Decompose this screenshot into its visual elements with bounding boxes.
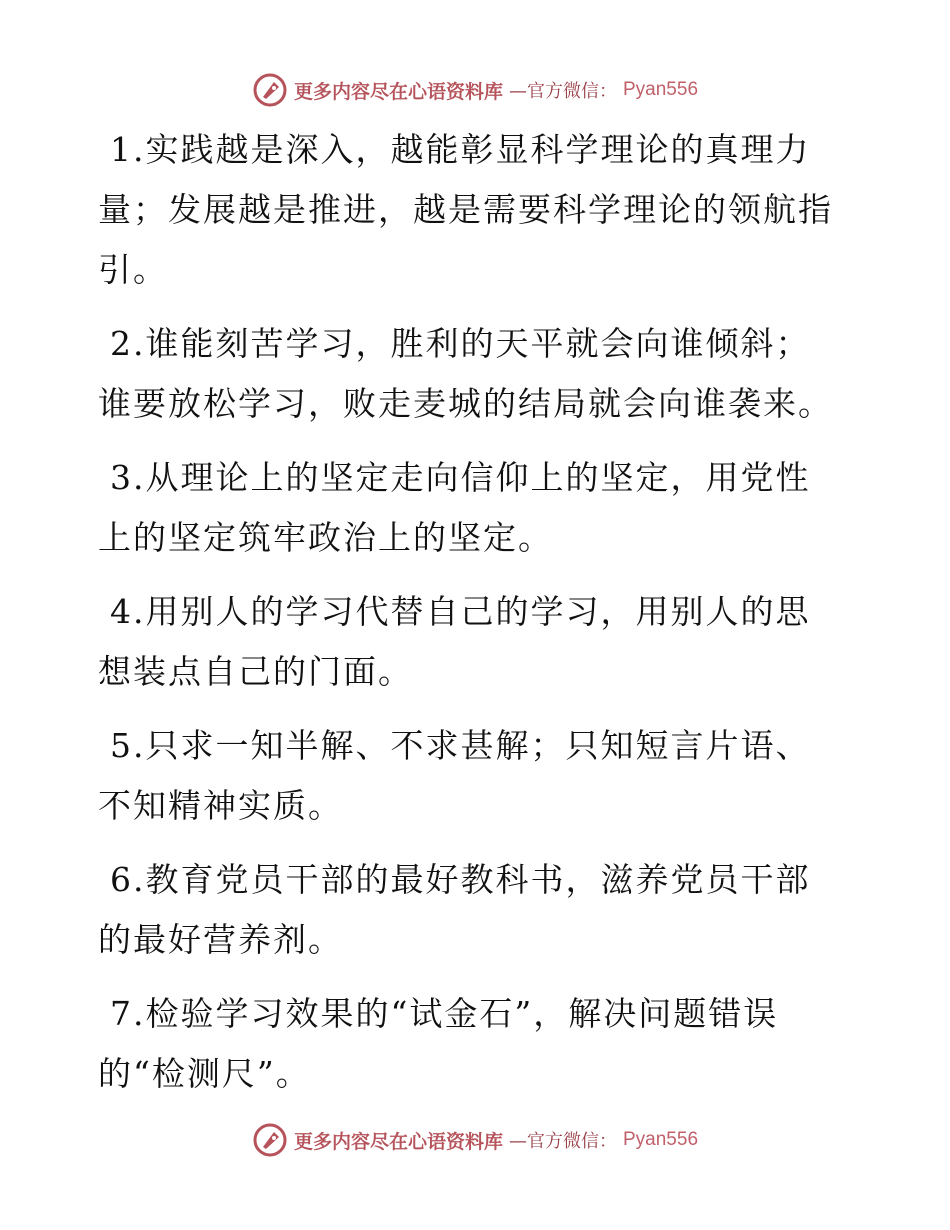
banner-main-text: 更多内容尽在心语资料库 [293,80,503,103]
pen-nib-logo-icon [252,1122,288,1158]
item-text: 谁能刻苦学习，胜利的天平就会向谁倾斜；谁要放松学习，败走麦城的结局就会向谁袭来。 [98,324,833,423]
banner-sub-text: —官方微信： [509,1131,617,1152]
item-number: 3. [110,458,146,497]
list-item [98,850,838,970]
item-text: 检验学习效果的“试金石”，解决问题错误的“检测尺”。 [98,994,779,1093]
banner-id-text: Pyan556 [623,79,699,100]
list-item [98,448,838,568]
item-number: 1. [110,130,146,169]
item-text: 教育党员干部的最好教科书，滋养党员干部的最好营养剂。 [98,860,811,959]
list-item [98,314,838,434]
item-text: 从理论上的坚定走向信仰上的坚定，用党性上的坚定筑牢政治上的坚定。 [98,458,811,557]
item-number: 2. [110,324,146,363]
header-banner [0,70,950,110]
item-number: 6. [110,860,146,899]
list-item [98,984,838,1104]
quote-list [98,120,838,1118]
item-number: 5. [110,726,146,765]
item-number: 7. [110,994,146,1033]
list-item [98,120,838,300]
banner-id-text: Pyan556 [623,1129,699,1150]
pen-nib-logo-icon [252,72,288,108]
list-item [98,716,838,836]
item-text: 实践越是深入，越能彰显科学理论的真理力量；发展越是推进，越是需要科学理论的领航指引。 [98,130,833,289]
banner-main-text: 更多内容尽在心语资料库 [293,1130,503,1153]
footer-banner [0,1120,950,1160]
item-number: 4. [110,592,146,631]
item-text: 用别人的学习代替自己的学习，用别人的思想装点自己的门面。 [98,592,811,691]
list-item [98,582,838,702]
item-text: 只求一知半解、不求甚解；只知短言片语、不知精神实质。 [98,726,811,825]
banner-sub-text: —官方微信： [509,81,617,102]
